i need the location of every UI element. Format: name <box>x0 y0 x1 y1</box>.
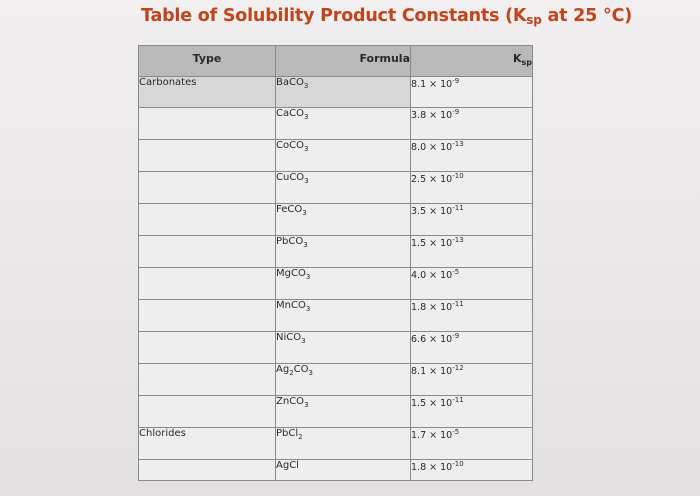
formula-cell: AgCl <box>276 460 411 481</box>
table-row <box>139 396 533 428</box>
formula-cell: NiCO$_3$ <box>276 332 411 364</box>
table-row <box>139 204 533 236</box>
formula-cell: CaCO$_3$ <box>276 108 411 140</box>
table-row <box>139 300 533 332</box>
table-row <box>139 108 533 140</box>
ksp-cell: $8.1 \times 10^{-9}$ <box>411 77 533 108</box>
type-cell: Carbonates <box>139 77 276 108</box>
table-row <box>139 428 533 460</box>
ksp-cell: $1.8 \times 10^{-11}$ <box>411 300 533 332</box>
ksp-cell: $2.5 \times 10^{-10}$ <box>411 172 533 204</box>
formula-cell: PbCl$_2$ <box>276 428 411 460</box>
ksp-cell: $1.8 \times 10^{-10}$ <box>411 460 533 481</box>
table-row <box>139 460 533 481</box>
ksp-cell: $1.5 \times 10^{-13}$ <box>411 236 533 268</box>
formula-cell: $Ag_2CO_3$ <box>276 364 411 396</box>
type-cell <box>139 108 276 140</box>
header-ksp: $K_{sp}$ <box>411 46 533 77</box>
ksp-cell: $4.0 \times 10^{-5}$ <box>411 268 533 300</box>
ksp-cell: $6.6 \times 10^{-9}$ <box>411 332 533 364</box>
table-header-row <box>139 46 533 77</box>
formula-cell: ZnCO$_3$ <box>276 396 411 428</box>
header-type: Type <box>139 46 276 77</box>
ksp-cell: $8.1 \times 10^{-12}$ <box>411 364 533 396</box>
table-row <box>139 236 533 268</box>
type-cell <box>139 172 276 204</box>
type-cell <box>139 236 276 268</box>
ksp-cell: $3.8 \times 10^{-9}$ <box>411 108 533 140</box>
header-formula: Formula <box>276 46 411 77</box>
type-cell: Chlorides <box>139 428 276 460</box>
table-row <box>139 364 533 396</box>
table-row <box>139 268 533 300</box>
table-row <box>139 140 533 172</box>
ksp-cell: $3.5 \times 10^{-11}$ <box>411 204 533 236</box>
type-cell <box>139 268 276 300</box>
type-cell <box>139 460 276 481</box>
type-cell <box>139 332 276 364</box>
type-cell <box>139 140 276 172</box>
type-cell <box>139 364 276 396</box>
type-cell <box>139 300 276 332</box>
page-title: Table of Solubility Product Constants ($K_{sp}$ at 25 °C) <box>141 6 633 27</box>
ksp-cell: $1.7 \times 10^{-5}$ <box>411 428 533 460</box>
formula-cell: CuCO$_3$ <box>276 172 411 204</box>
type-cell <box>139 396 276 428</box>
ksp-cell: $8.0 \times 10^{-13}$ <box>411 140 533 172</box>
formula-cell: CoCO$_3$ <box>276 140 411 172</box>
formula-cell: MgCO$_3$ <box>276 268 411 300</box>
table-row <box>139 332 533 364</box>
formula-cell: PbCO$_3$ <box>276 236 411 268</box>
ksp-cell: $1.5 \times 10^{-11}$ <box>411 396 533 428</box>
table-row <box>139 172 533 204</box>
formula-cell: FeCO$_3$ <box>276 204 411 236</box>
solubility-table <box>138 45 533 481</box>
table-row <box>139 77 533 108</box>
formula-cell: MnCO$_3$ <box>276 300 411 332</box>
formula-cell: BaCO$_3$ <box>276 77 411 108</box>
type-cell <box>139 204 276 236</box>
